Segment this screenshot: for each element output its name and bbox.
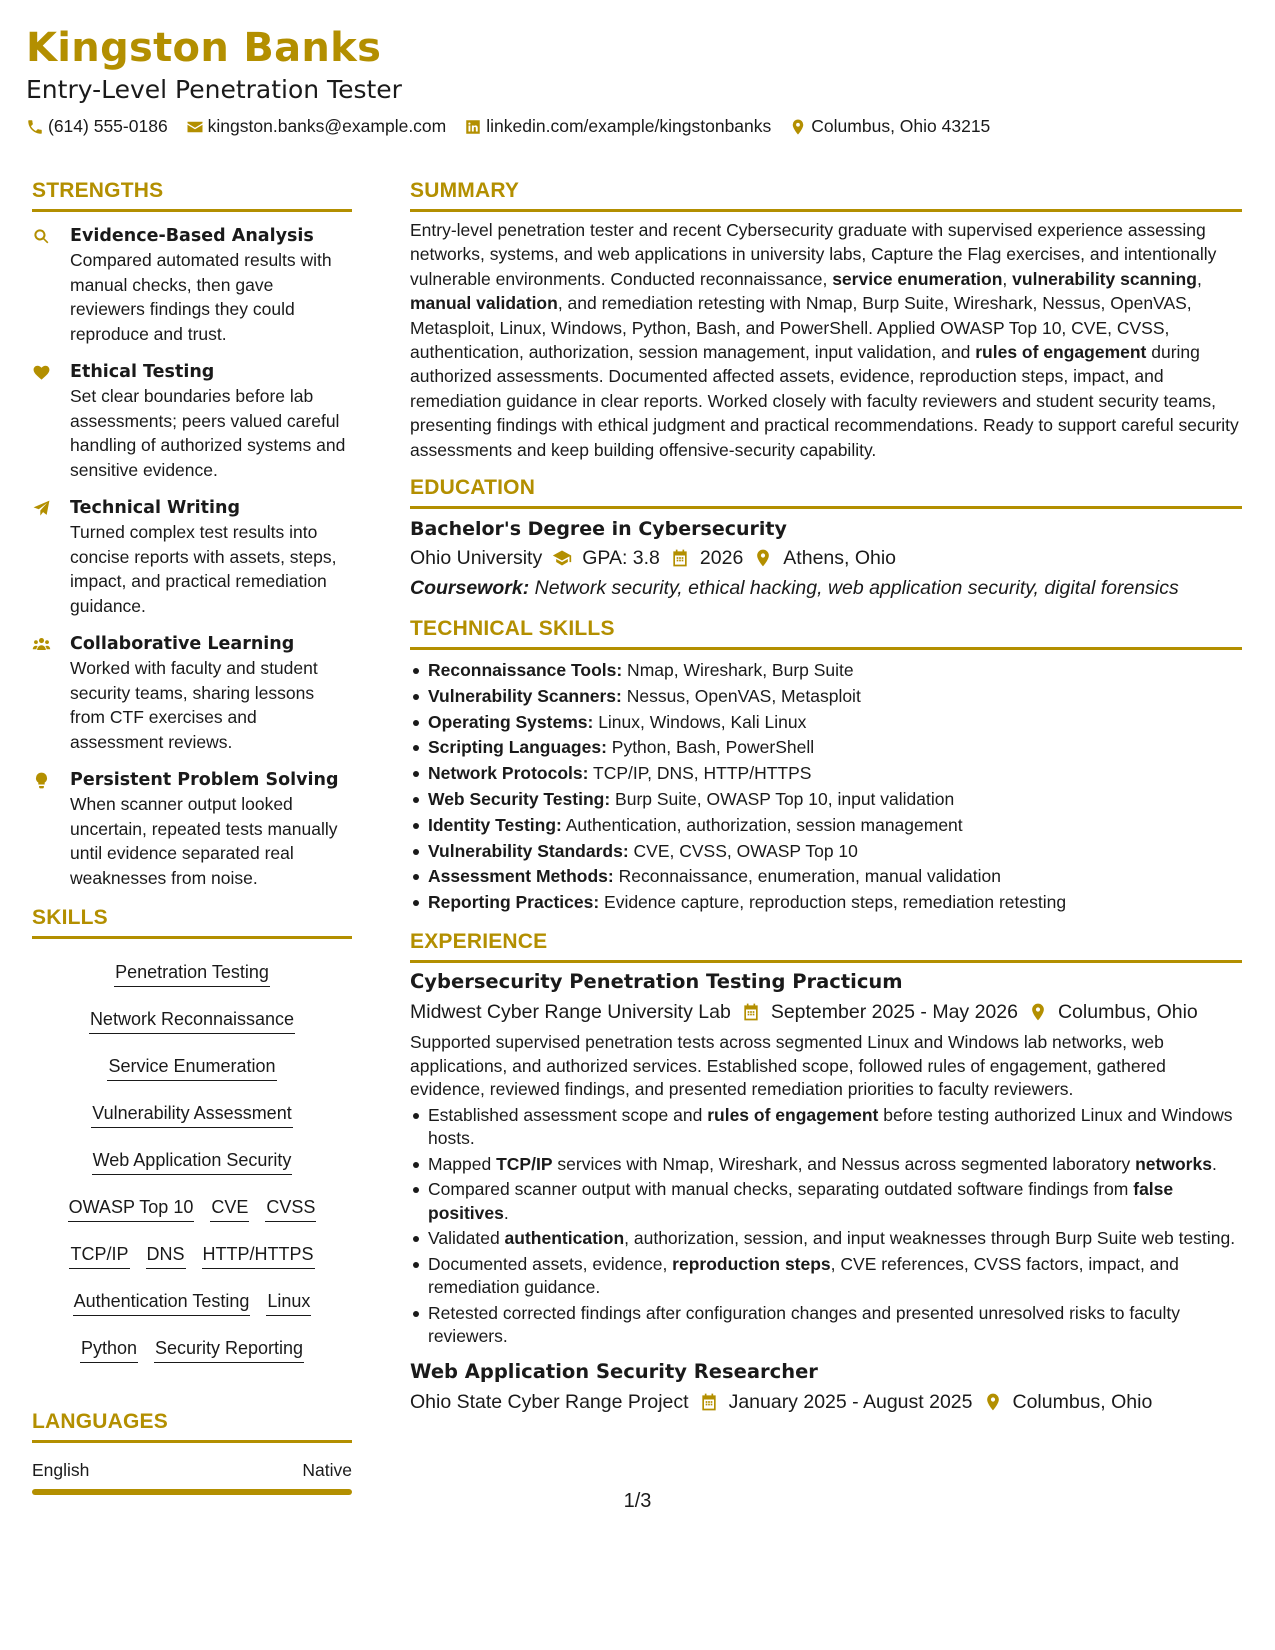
- contact-location: [789, 116, 990, 137]
- bullet-text: , CVE references, CVSS factors, impact, and remediation guidance.: [428, 1253, 1179, 1298]
- language-level: Native: [302, 1460, 352, 1480]
- location-text: Columbus, Ohio 43215: [811, 116, 991, 136]
- technical-skill-label: Assessment Methods:: [428, 866, 614, 887]
- bullet-text: Mapped: [428, 1153, 497, 1174]
- skill-tag: Network Reconnaissance: [89, 1004, 295, 1034]
- job-bullet: [410, 1253, 1242, 1300]
- skill-tag: Authentication Testing: [73, 1286, 251, 1316]
- job-bullet: [410, 1227, 1242, 1251]
- bullet-text: Established assessment scope and: [428, 1104, 708, 1125]
- bullet-text: services with Nmap, Wireshark, and Nessus across segmented laboratory: [552, 1153, 1136, 1174]
- technical-skill-value: CVE, CVSS, OWASP Top 10: [628, 840, 858, 861]
- summary-part: , and remediation retesting with Nmap, Burp Suite, Wireshark, Nessus, OpenVAS, Metasploit, Linux, Windows, Python, Bash, and PowerShell. Applied OWASP Top 10, CVE, CVSS, authentication, authorization, session management, input validation, and: [410, 293, 1192, 363]
- strength-item: [32, 360, 352, 482]
- education-section: [410, 474, 1242, 603]
- graduation-year: 2026: [699, 547, 744, 570]
- search-icon: [32, 224, 70, 346]
- skill-tag: Linux: [266, 1286, 311, 1316]
- skills-pills: [32, 949, 352, 1372]
- summary-bold: service enumeration: [832, 268, 1003, 289]
- technical-skill-value: Reconnaissance, enumeration, manual validation: [613, 866, 1001, 887]
- summary-part: ,: [1002, 268, 1013, 289]
- coursework-text: Network security, ethical hacking, web application security, digital forensics: [529, 577, 1179, 600]
- technical-skill-value: Authentication, authorization, session management: [561, 814, 963, 835]
- bullet-emphasis: reproduction steps: [672, 1253, 831, 1274]
- map-pin-icon: [983, 1392, 1003, 1412]
- technical-skill-value: Evidence capture, reproduction steps, remediation retesting: [599, 892, 1067, 913]
- technical-skill-item: [410, 761, 1242, 787]
- candidate-title: Entry-Level Penetration Tester: [26, 75, 402, 104]
- bullet-emphasis: rules of engagement: [707, 1104, 879, 1125]
- strengths-heading: STRENGTHS: [32, 177, 352, 212]
- technical-skill-item: [410, 813, 1242, 839]
- languages-heading: LANGUAGES: [32, 1408, 352, 1443]
- calendar-icon: [670, 548, 690, 568]
- job-title: Cybersecurity Penetration Testing Practicum: [410, 970, 903, 994]
- skill-tag: TCP/IP: [69, 1239, 129, 1269]
- school-location: Athens, Ohio: [783, 547, 897, 570]
- strength-body: [70, 496, 352, 618]
- contact-bar: [26, 116, 1246, 137]
- skill-tag: CVE: [210, 1192, 249, 1222]
- summary-section: [410, 177, 1242, 462]
- technical-skill-value: TCP/IP, DNS, HTTP/HTTPS: [588, 763, 812, 784]
- strengths-section: [32, 177, 352, 890]
- technical-skill-label: Operating Systems:: [428, 711, 594, 732]
- strengths-list: [32, 224, 352, 890]
- contact-phone[interactable]: [26, 116, 168, 137]
- skill-tag: Vulnerability Assessment: [91, 1098, 292, 1128]
- bullet-text: Documented assets, evidence,: [428, 1253, 673, 1274]
- strength-title: Collaborative Learning: [70, 634, 295, 654]
- strength-item: [32, 496, 352, 618]
- heart-icon: [32, 360, 70, 482]
- strength-item: [32, 224, 352, 346]
- technical-skill-label: Web Security Testing:: [428, 789, 611, 810]
- left-column: [32, 177, 352, 1495]
- technical-skills-heading: TECHNICAL SKILLS: [410, 615, 1242, 650]
- strength-title: Evidence-Based Analysis: [70, 226, 314, 246]
- job-org: Midwest Cyber Range University Lab: [410, 1001, 731, 1024]
- technical-skill-item: [410, 710, 1242, 736]
- technical-skill-value: Nessus, OpenVAS, Metasploit: [621, 685, 861, 706]
- strength-item: [32, 632, 352, 754]
- map-pin-icon: [753, 548, 773, 568]
- language-name: English: [32, 1460, 90, 1480]
- skill-tag: DNS: [146, 1239, 186, 1269]
- phone-icon: [26, 118, 44, 136]
- skill-tag: HTTP/HTTPS: [202, 1239, 315, 1269]
- technical-skill-label: Reporting Practices:: [428, 892, 600, 913]
- technical-skill-item: [410, 658, 1242, 684]
- strength-description: Worked with faculty and student security teams, sharing lessons from CTF exercises and assessment reviews.: [70, 658, 318, 752]
- technical-skill-item: [410, 684, 1242, 710]
- education-meta: [410, 543, 1242, 573]
- technical-skill-value: Linux, Windows, Kali Linux: [593, 711, 807, 732]
- coursework: [410, 573, 1242, 603]
- page-number: 1/3: [623, 1490, 652, 1512]
- experience-section: [410, 928, 1242, 1417]
- contact-linkedin[interactable]: [464, 116, 771, 137]
- technical-skill-item: [410, 735, 1242, 761]
- skill-tag: Python: [80, 1333, 138, 1363]
- bullet-emphasis: authentication: [504, 1228, 625, 1249]
- skill-tag: Security Reporting: [154, 1333, 304, 1363]
- coursework-label: Coursework:: [410, 577, 530, 600]
- skill-tag: Penetration Testing: [114, 957, 270, 987]
- strength-body: [70, 768, 352, 890]
- job-meta: [410, 997, 1242, 1027]
- skill-tag: Web Application Security: [92, 1145, 293, 1175]
- technical-skill-label: Vulnerability Standards:: [428, 840, 629, 861]
- job-dates: January 2025 - August 2025: [728, 1390, 973, 1413]
- skill-tag: Service Enumeration: [107, 1051, 276, 1081]
- job-org: Ohio State Cyber Range Project: [410, 1390, 689, 1413]
- map-pin-icon: [1028, 1002, 1048, 1022]
- strength-description: When scanner output looked uncertain, repeated tests manually until evidence separated real weaknesses from noise.: [70, 794, 338, 888]
- technical-skill-label: Scripting Languages:: [428, 737, 607, 758]
- bullet-text: , authorization, session, and input weaknesses through Burp Suite web testing.: [624, 1228, 1236, 1249]
- bullet-emphasis: false positives: [428, 1179, 1174, 1223]
- calendar-icon: [699, 1392, 719, 1412]
- summary-bold: manual validation: [410, 293, 558, 314]
- technical-skill-label: Vulnerability Scanners:: [428, 685, 622, 706]
- technical-skill-item: [410, 787, 1242, 813]
- strength-description: Set clear boundaries before lab assessments; peers valued careful handling of authorized systems and sensitive evidence.: [70, 386, 346, 480]
- map-pin-icon: [789, 118, 807, 136]
- technical-skill-label: Identity Testing:: [428, 814, 562, 835]
- job-bullet: [410, 1178, 1242, 1225]
- language-row: [32, 1459, 352, 1481]
- strength-title: Ethical Testing: [70, 362, 215, 382]
- degree-title: Bachelor's Degree in Cybersecurity: [410, 518, 787, 541]
- skill-tag: CVSS: [265, 1192, 316, 1222]
- technical-skill-item: [410, 864, 1242, 890]
- strength-body: [70, 632, 352, 754]
- technical-skill-item: [410, 890, 1242, 916]
- technical-skills-section: [410, 615, 1242, 916]
- bullet-text: Validated: [428, 1228, 505, 1249]
- linkedin-text: linkedin.com/example/kingstonbanks: [486, 116, 772, 136]
- strength-description: Compared automated results with manual checks, then gave reviewers findings they could reproduce and trust.: [70, 250, 332, 344]
- bullet-text: Compared scanner output with manual checks, separating outdated software findings from: [428, 1179, 1134, 1200]
- email-text: kingston.banks@example.com: [207, 116, 447, 136]
- job-bullet: [410, 1104, 1242, 1151]
- calendar-icon: [741, 1002, 761, 1022]
- summary-part: Entry-level penetration tester and recent Cybersecurity graduate with supervised experience assessing networks, systems, and web applications in university labs, Capture the Flag exercises, and intentionally vulnerable environments. Conducted reconnaissance,: [410, 220, 1217, 289]
- strength-description: Turned complex test results into concise reports with assets, steps, impact, and practical remediation guidance.: [70, 522, 337, 616]
- strength-title: Technical Writing: [70, 498, 241, 518]
- bullet-text: before testing authorized Linux and Windows hosts.: [428, 1104, 1233, 1149]
- job-entry: [410, 1357, 1242, 1417]
- contact-email[interactable]: [186, 116, 447, 137]
- job-bullet: [410, 1153, 1242, 1177]
- graduation-cap-icon: [552, 548, 572, 568]
- skills-section: [32, 904, 352, 1372]
- summary-bold: vulnerability scanning: [1012, 268, 1197, 289]
- gpa: GPA: 3.8: [582, 547, 660, 570]
- job-description: Supported supervised penetration tests across segmented Linux and Windows lab networks, web applications, and authorized services. Established scope, followed rules of engagement, gathered evidence, reviewed findings, and presented remediation priorities to faculty reviewers.: [410, 1032, 1166, 1100]
- summary-heading: SUMMARY: [410, 177, 1242, 212]
- technical-skill-value: Python, Bash, PowerShell: [606, 737, 815, 758]
- bullet-text: .: [1211, 1153, 1217, 1174]
- paper-plane-icon: [32, 496, 70, 618]
- job-title: Web Application Security Researcher: [410, 1359, 818, 1383]
- right-column: [410, 177, 1242, 1417]
- summary-part: during authorized assessments. Documented affected assets, evidence, reproduction steps, impact, and remediation guidance in clear reports. Worked closely with faculty reviewers and student security teams, presenting findings with ethical judgment and practical recommendations. Ready to support careful security assessments and keep building offensive-security capability.: [410, 342, 1239, 460]
- summary-text: [410, 218, 1242, 462]
- bullet-text: Retested corrected findings after configuration changes and presented unresolved risks to faculty reviewers.: [428, 1302, 1180, 1347]
- skills-heading: SKILLS: [32, 904, 352, 939]
- languages-section: [32, 1408, 352, 1495]
- school-name: Ohio University: [410, 547, 543, 570]
- experience-heading: EXPERIENCE: [410, 928, 1242, 963]
- envelope-icon: [186, 118, 204, 136]
- technical-skill-label: Reconnaissance Tools:: [428, 660, 623, 681]
- summary-part: ,: [1196, 268, 1202, 289]
- job-location: Columbus, Ohio: [1057, 1001, 1198, 1024]
- job-bullet: [410, 1302, 1242, 1349]
- bullet-emphasis: TCP/IP: [496, 1153, 553, 1174]
- technical-skill-item: [410, 839, 1242, 865]
- technical-skill-value: Nmap, Wireshark, Burp Suite: [622, 660, 854, 681]
- bullet-emphasis: networks: [1135, 1153, 1212, 1174]
- technical-skills-list: [410, 658, 1242, 916]
- job-dates: September 2025 - May 2026: [770, 1001, 1018, 1024]
- skill-tag: OWASP Top 10: [68, 1192, 195, 1222]
- strength-title: Persistent Problem Solving: [70, 770, 339, 790]
- job-meta: [410, 1387, 1242, 1417]
- strength-body: [70, 360, 352, 482]
- bullet-text: .: [503, 1202, 509, 1223]
- job-location: Columbus, Ohio: [1012, 1390, 1153, 1413]
- strength-item: [32, 768, 352, 890]
- job-bullets: [410, 1104, 1242, 1349]
- technical-skill-label: Network Protocols:: [428, 763, 589, 784]
- linkedin-icon: [464, 118, 482, 136]
- candidate-name: Kingston Banks: [26, 25, 382, 71]
- technical-skill-value: Burp Suite, OWASP Top 10, input validation: [610, 789, 955, 810]
- lightbulb-icon: [32, 768, 70, 890]
- education-heading: EDUCATION: [410, 474, 1242, 509]
- job-entry: [410, 967, 1242, 1349]
- phone-text: (614) 555-0186: [48, 116, 168, 136]
- summary-bold: rules of engagement: [975, 342, 1147, 363]
- users-icon: [32, 632, 70, 754]
- resume-header: [26, 22, 1246, 137]
- strength-body: [70, 224, 352, 346]
